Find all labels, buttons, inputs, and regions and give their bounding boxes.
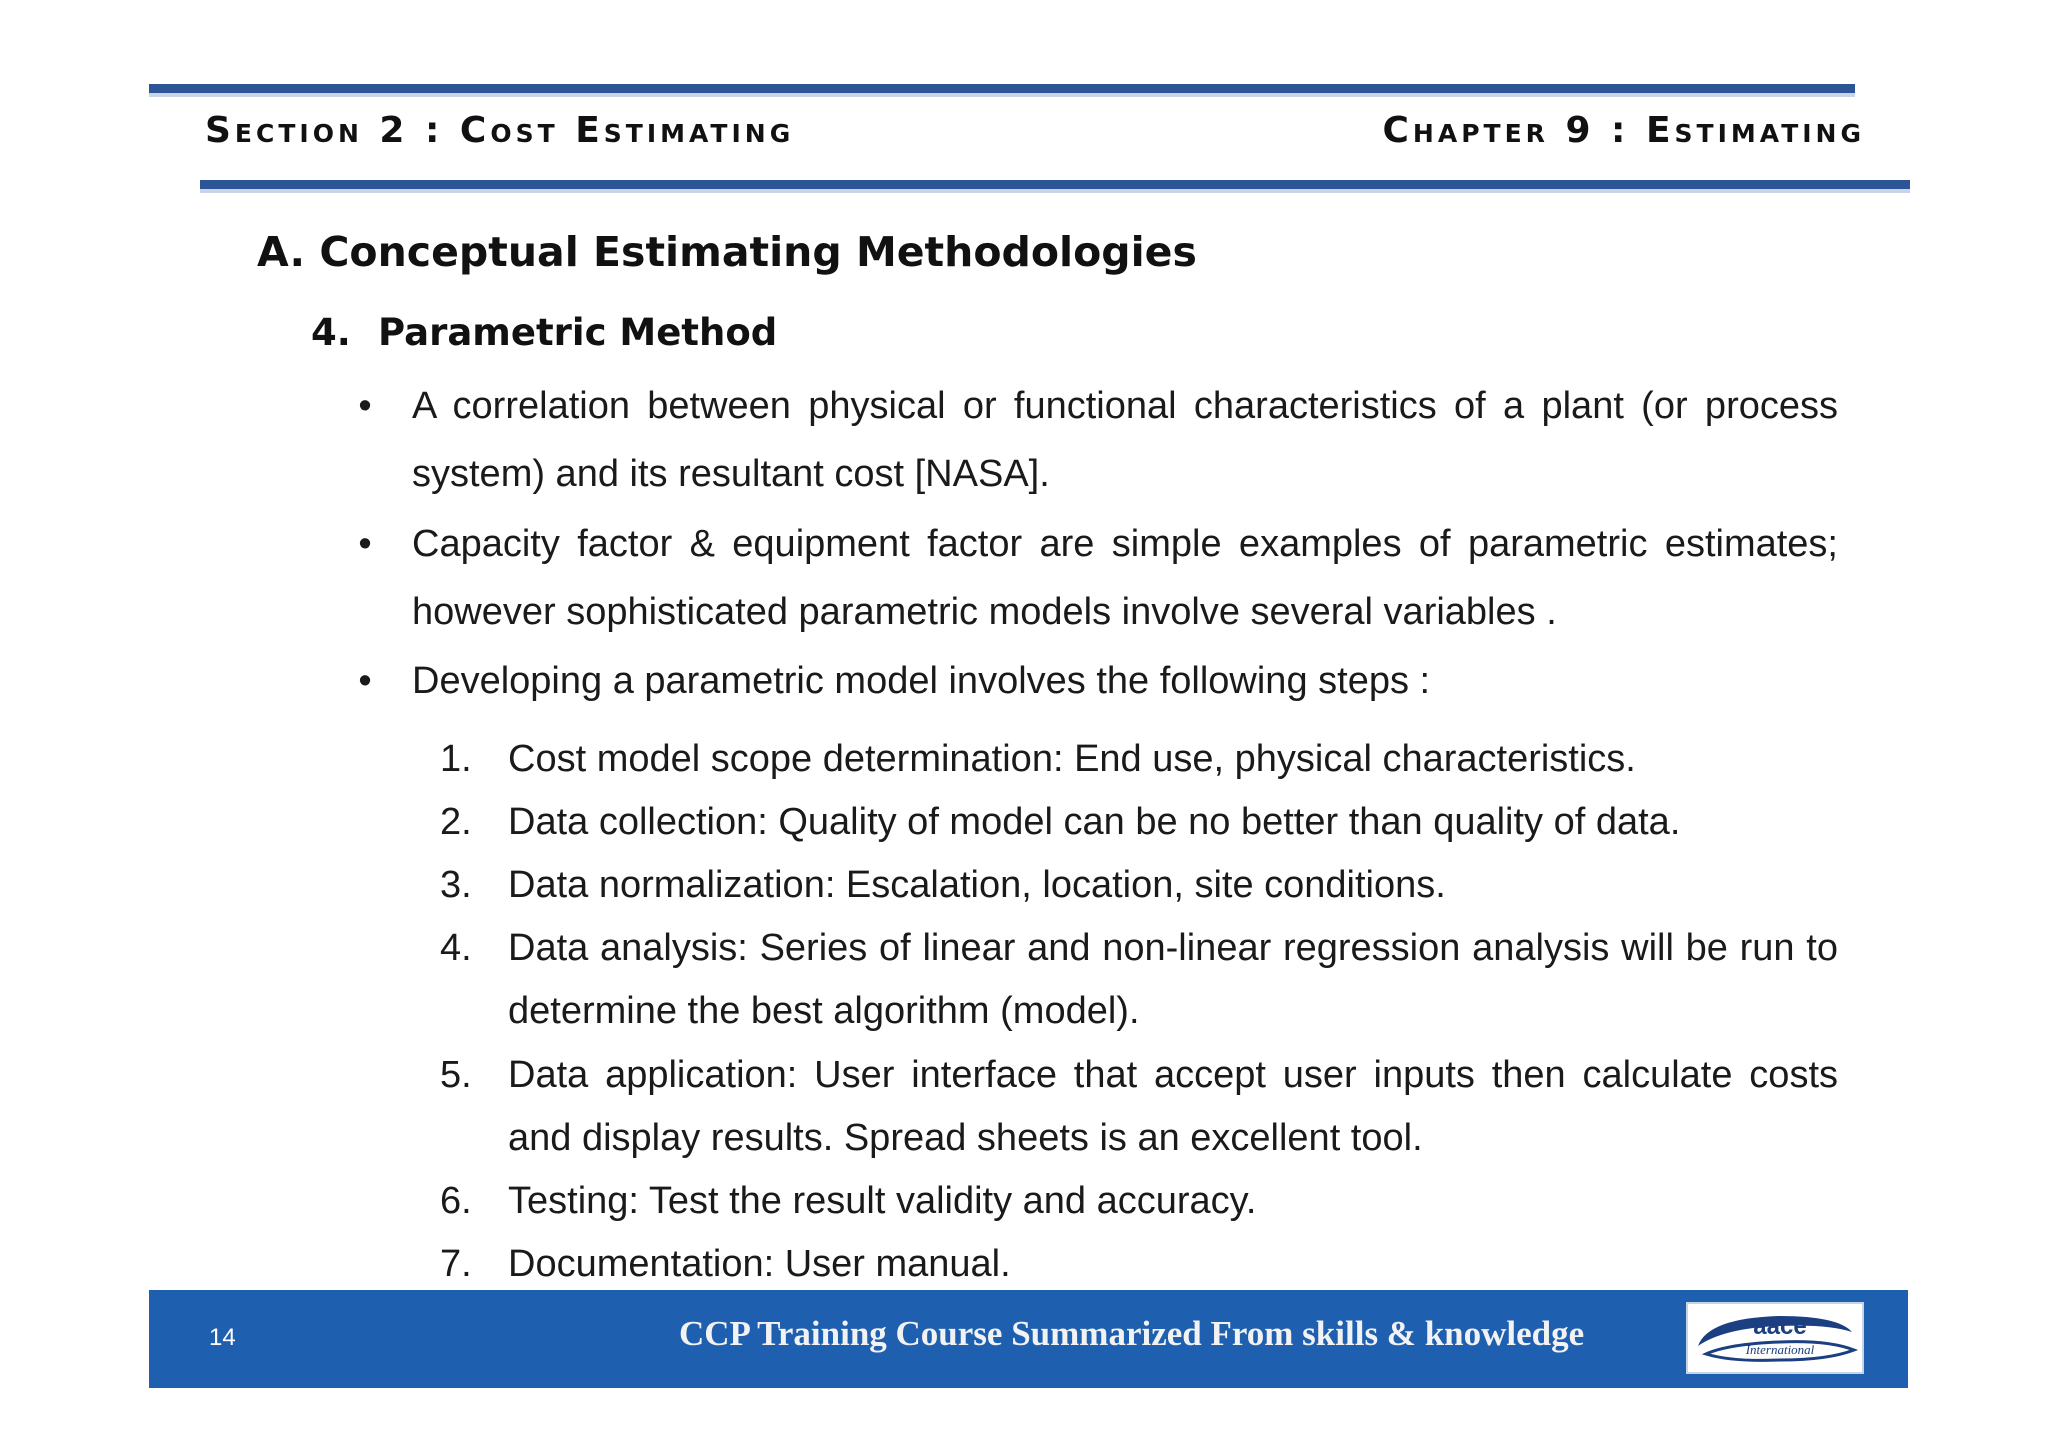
step-text: Data analysis: Series of linear and non-linear regression analysis will be run to determine the best algorithm (model). (508, 927, 1838, 1032)
section-title: Section 2 : Cost Estimating (205, 110, 795, 151)
step-text: Data collection: Quality of model can be no better than quality of data. (508, 801, 1681, 843)
step-number: 1. (440, 738, 472, 780)
logo-wordmark: aace (1753, 1313, 1807, 1340)
bullet-item (350, 372, 1838, 508)
running-header (205, 110, 1865, 158)
step-text: Data application: User interface that accept user inputs then calculate costs and display results. Spread sheets is an excellent tool. (508, 1054, 1838, 1159)
aace-logo (1686, 1302, 1864, 1374)
header-top-rule (149, 84, 1855, 93)
step-item (440, 1233, 1838, 1296)
step-item (440, 917, 1838, 1043)
step-text: Documentation: User manual. (508, 1243, 1011, 1285)
step-item (440, 1044, 1838, 1170)
logo-subtext: International (1745, 1342, 1815, 1357)
bullet-text: Developing a parametric model involves the following steps : (412, 660, 1431, 702)
bullet-item (350, 510, 1838, 646)
step-text: Data normalization: Escalation, location, site conditions. (508, 864, 1446, 906)
step-number: 4. (440, 927, 472, 969)
footer-course-text: CCP Training Course Summarized From skills & knowledge (679, 1314, 1585, 1353)
bullet-item (350, 647, 1838, 715)
step-item (440, 728, 1838, 791)
step-number: 7. (440, 1243, 472, 1285)
page-number: 14 (209, 1324, 236, 1351)
header-bottom-rule-shadow (200, 189, 1910, 193)
step-number: 2. (440, 801, 472, 843)
footer-band (149, 1290, 1908, 1388)
header-top-rule-shadow (149, 93, 1855, 97)
method-title: Parametric Method (378, 311, 778, 354)
method-heading (311, 311, 777, 354)
aace-logo-graphic (1688, 1304, 1862, 1372)
bullet-text: A correlation between physical or functional characteristics of a plant (or process system) and its resultant cost [NASA]. (412, 385, 1838, 495)
step-number: 6. (440, 1180, 472, 1222)
step-text: Cost model scope determination: End use, physical characteristics. (508, 738, 1636, 780)
step-number: 3. (440, 864, 472, 906)
step-item (440, 854, 1838, 917)
step-text: Testing: Test the result validity and accuracy. (508, 1180, 1257, 1222)
step-number: 5. (440, 1054, 472, 1096)
step-item (440, 791, 1838, 854)
chapter-title: Chapter 9 : Estimating (1382, 110, 1865, 151)
method-number: 4. (311, 311, 351, 354)
bullet-marker: • (358, 660, 372, 702)
bullet-marker: • (358, 385, 372, 427)
section-heading: A. Conceptual Estimating Methodologies (257, 228, 1197, 276)
bullet-text: Capacity factor & equipment factor are simple examples of parametric estimates; however sophisticated parametric models involve several variables . (412, 523, 1838, 633)
bullet-marker: • (358, 523, 372, 565)
step-item (440, 1170, 1838, 1233)
header-bottom-rule (200, 180, 1910, 189)
